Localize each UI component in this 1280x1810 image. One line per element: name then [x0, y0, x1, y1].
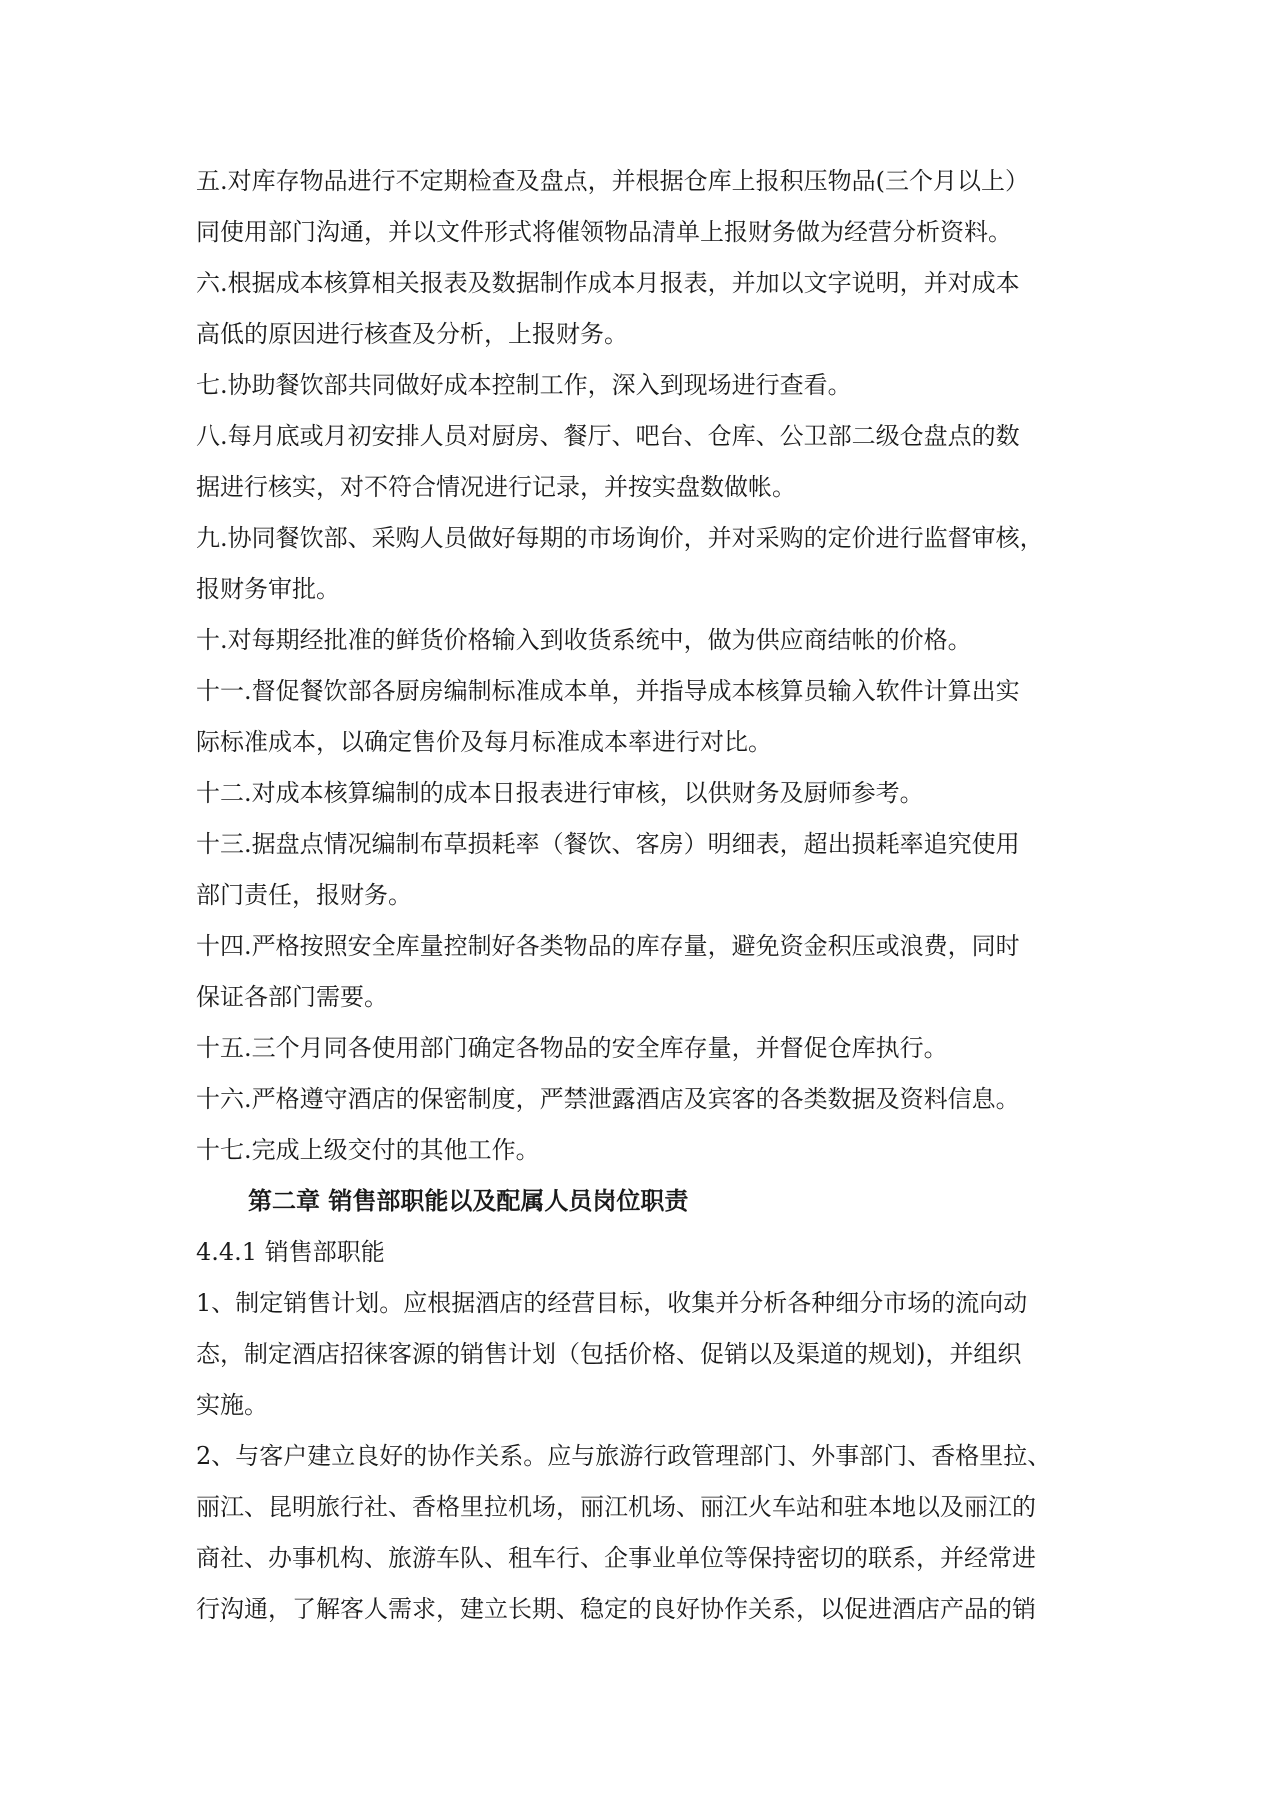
- text-line: 态，制定酒店招徕客源的销售计划（包括价格、促销以及渠道的规划)，并组织: [196, 1340, 1022, 1368]
- text-line: 报财务审批。: [196, 575, 340, 603]
- chapter-heading: 第二章 销售部职能以及配属人员岗位职责: [248, 1187, 689, 1215]
- text-line: 五.对库存物品进行不定期检查及盘点，并根据仓库上报积压物品(三个月以上）: [196, 167, 1029, 195]
- text-line: 同使用部门沟通，并以文件形式将催领物品清单上报财务做为经营分析资料。: [196, 218, 1012, 246]
- text-line: 十六.严格遵守酒店的保密制度，严禁泄露酒店及宾客的各类数据及资料信息。: [196, 1085, 1020, 1113]
- text-line: 商社、办事机构、旅游车队、租车行、企事业单位等保持密切的联系，并经常进: [196, 1544, 1036, 1572]
- text-line: 七.协助餐饮部共同做好成本控制工作，深入到现场进行查看。: [196, 371, 852, 399]
- text-line: 高低的原因进行核查及分析，上报财务。: [196, 320, 628, 348]
- text-line: 十三.据盘点情况编制布草损耗率（餐饮、客房）明细表，超出损耗率追究使用: [196, 830, 1020, 858]
- text-line: 十四.严格按照安全库量控制好各类物品的库存量，避免资金积压或浪费，同时: [196, 932, 1020, 960]
- section-heading: 4.4.1 销售部职能: [196, 1238, 385, 1266]
- text-line: 行沟通，了解客人需求，建立长期、稳定的良好协作关系，以促进酒店产品的销: [196, 1595, 1036, 1623]
- text-line: 据进行核实，对不符合情况进行记录，并按实盘数做帐。: [196, 473, 796, 501]
- text-line: 2、与客户建立良好的协作关系。应与旅游行政管理部门、外事部门、香格里拉、: [196, 1442, 1052, 1470]
- text-line: 实施。: [196, 1391, 268, 1419]
- text-line: 六.根据成本核算相关报表及数据制作成本月报表，并加以文字说明，并对成本: [196, 269, 1020, 297]
- text-line: 际标准成本，以确定售价及每月标准成本率进行对比。: [196, 728, 772, 756]
- text-line: 1、制定销售计划。应根据酒店的经营目标，收集并分析各种细分市场的流向动: [196, 1289, 1028, 1317]
- text-line: 十七.完成上级交付的其他工作。: [196, 1136, 540, 1164]
- document-page: [196, 156, 1096, 1635]
- text-line: 九.协同餐饮部、采购人员做好每期的市场询价，并对采购的定价进行监督审核，: [196, 524, 1044, 552]
- text-line: 丽江、昆明旅行社、香格里拉机场，丽江机场、丽江火车站和驻本地以及丽江的: [196, 1493, 1036, 1521]
- text-line: 十五.三个月同各使用部门确定各物品的安全库存量，并督促仓库执行。: [196, 1034, 948, 1062]
- text-line: 十二.对成本核算编制的成本日报表进行审核，以供财务及厨师参考。: [196, 779, 924, 807]
- text-line: 十.对每期经批准的鲜货价格输入到收货系统中，做为供应商结帐的价格。: [196, 626, 972, 654]
- text-line: 部门责任，报财务。: [196, 881, 412, 909]
- text-line: 保证各部门需要。: [196, 983, 388, 1011]
- text-line: 八.每月底或月初安排人员对厨房、餐厅、吧台、仓库、公卫部二级仓盘点的数: [196, 422, 1020, 450]
- text-line: 十一.督促餐饮部各厨房编制标准成本单，并指导成本核算员输入软件计算出实: [196, 677, 1020, 705]
